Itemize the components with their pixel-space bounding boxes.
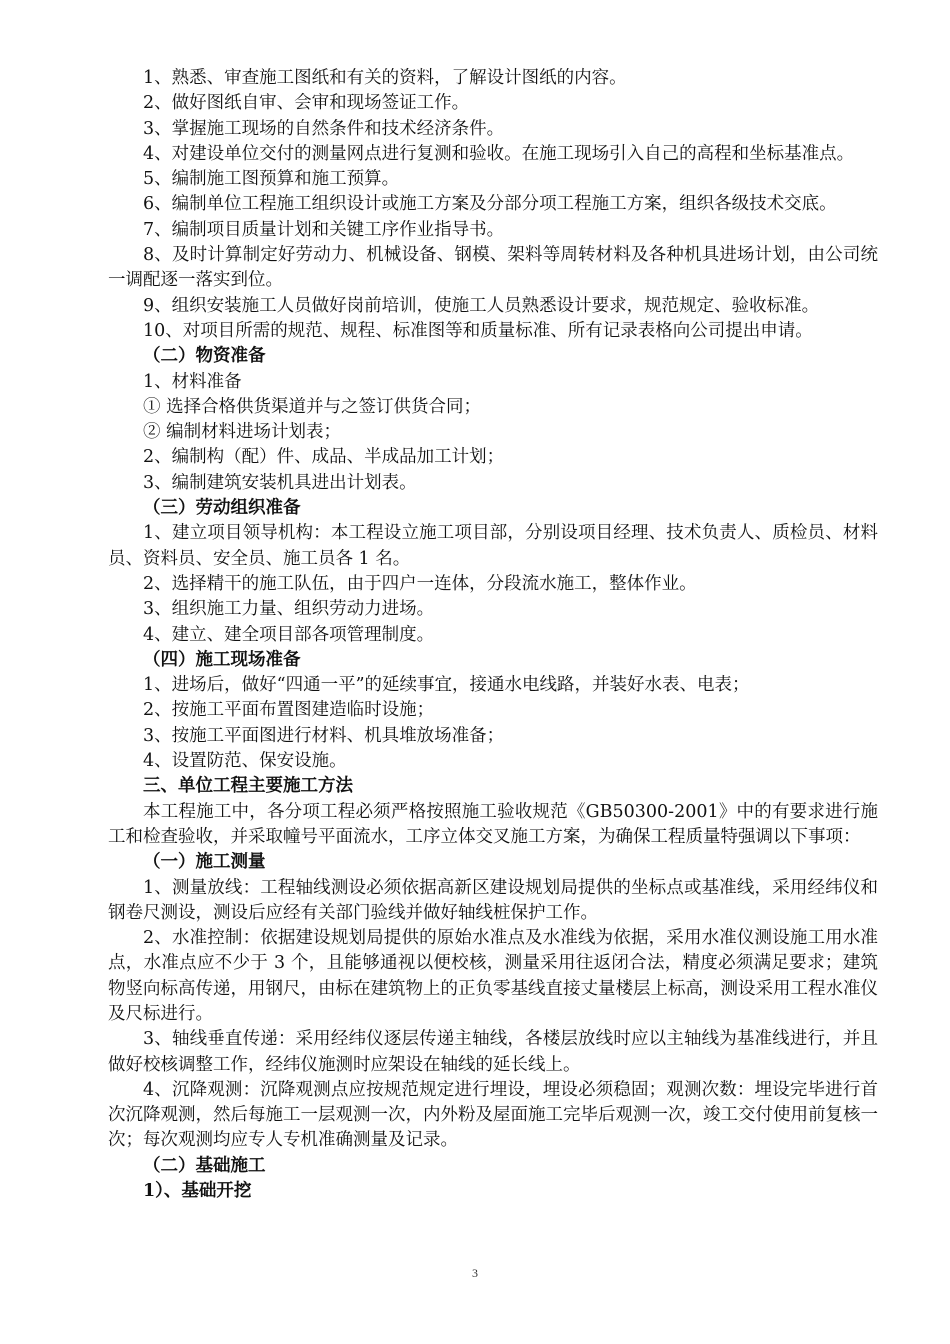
- section-heading: （一）施工测量: [143, 852, 266, 873]
- paragraph: 2、做好图纸自审、会审和现场签证工作。: [143, 93, 470, 114]
- paragraph: 6、编制单位工程施工组织设计或施工方案及分部分项工程施工方案，组织各级技术交底。: [143, 194, 837, 215]
- paragraph: 3、按施工平面图进行材料、机具堆放场准备；: [143, 725, 505, 746]
- paragraph: ① 选择合格供货渠道并与之签订供货合同；: [143, 396, 482, 417]
- paragraph: 3、轴线垂直传递：采用经纬仪逐层传递主轴线，各楼层放线时应以主轴线为基准线进行，并且做好校核调整工作，经纬仪施测时应架设在轴线的延长线上。: [108, 1029, 878, 1075]
- paragraph: 10、对项目所需的规范、规程、标准图等和质量标准、所有记录表格向公司提出申请。: [143, 320, 813, 341]
- paragraph: 8、及时计算制定好劳动力、机械设备、钢模、架料等周转材料及各种机具进场计划，由公司统一调配逐一落实到位。: [108, 245, 878, 291]
- paragraph: 1、进场后，做好“四通一平”的延续事宜，接通水电线路，并装好水表、电表；: [143, 675, 750, 696]
- paragraph: 1、建立项目领导机构：本工程设立施工项目部，分别设项目经理、技术负责人、质检员、材料员、资料员、安全员、施工员各 1 名。: [108, 523, 878, 569]
- section-heading: （四）施工现场准备: [143, 649, 301, 670]
- paragraph: 4、设置防范、保安设施。: [143, 751, 347, 772]
- paragraph: 3、组织施工力量、组织劳动力进场。: [143, 599, 435, 620]
- paragraph: 4、对建设单位交付的测量网点进行复测和验收。在施工现场引入自己的高程和坐标基准点。: [143, 143, 855, 164]
- paragraph: 2、编制构（配）件、成品、半成品加工计划；: [143, 447, 505, 468]
- paragraph: ② 编制材料进场计划表；: [143, 422, 342, 443]
- paragraph: 1、测量放线：工程轴线测设必须依据高新区建设规划局提供的坐标点或基准线，采用经纬仪和钢卷尺测设，测设后应经有关部门验线并做好轴线桩保护工作。: [108, 877, 878, 923]
- page-number: 3: [472, 1266, 478, 1280]
- paragraph: 1、熟悉、审查施工图纸和有关的资料，了解设计图纸的内容。: [143, 68, 627, 88]
- paragraph: 2、按施工平面布置图建造临时设施；: [143, 700, 435, 721]
- paragraph: 9、组织安装施工人员做好岗前培训，使施工人员熟悉设计要求，规范规定、验收标准。: [143, 295, 820, 316]
- paragraph: 7、编制项目质量计划和关键工序作业指导书。: [143, 219, 505, 240]
- paragraph: 1、材料准备: [143, 371, 242, 392]
- paragraph: 2、水准控制：依据建设规划局提供的原始水准点及水准线为依据，采用水准仪测设施工用水准点，水准点应不少于 3 个，且能够通视以便校核，测量采用往返闭合法，精度必须满足要求；建筑物竖向标高传递，用钢尺，由标在建筑物上的正负零基线直接丈量楼层上标高，测设采用工程水准仪及尺标进行。: [108, 928, 878, 1024]
- paragraph: 4、建立、建全项目部各项管理制度。: [143, 624, 435, 645]
- section-heading: （三）劳动组织准备: [143, 498, 301, 519]
- section-heading: （二）物资准备: [143, 346, 266, 367]
- paragraph: 3、掌握施工现场的自然条件和技术经济条件。: [143, 118, 505, 139]
- paragraph: 4、沉降观测：沉降观测点应按规范规定进行埋设，埋设必须稳固；观测次数：埋设完毕进行首次沉降观测，然后每施工一层观测一次，内外粉及屋面施工完毕后观测一次，竣工交付使用前复核一次；每次观测均应专人专机准确测量及记录。: [108, 1079, 878, 1151]
- paragraph: 5、编制施工图预算和施工预算。: [143, 169, 400, 190]
- document-body: [108, 66, 878, 1204]
- chapter-heading: 三、单位工程主要施工方法: [143, 776, 353, 797]
- paragraph: 2、选择精干的施工队伍，由于四户一连体，分段流水施工，整体作业。: [143, 573, 697, 594]
- subsection-heading: 1）、基础开挖: [143, 1181, 252, 1202]
- section-heading: （二）基础施工: [143, 1155, 266, 1176]
- paragraph: 3、编制建筑安装机具进出计划表。: [143, 472, 417, 493]
- paragraph: 本工程施工中，各分项工程必须严格按照施工验收规范《GB50300-2001》中的有要求进行施工和检查验收，并采取幢号平面流水，工序立体交叉施工方案，为确保工程质量特强调以下事项：: [108, 801, 878, 847]
